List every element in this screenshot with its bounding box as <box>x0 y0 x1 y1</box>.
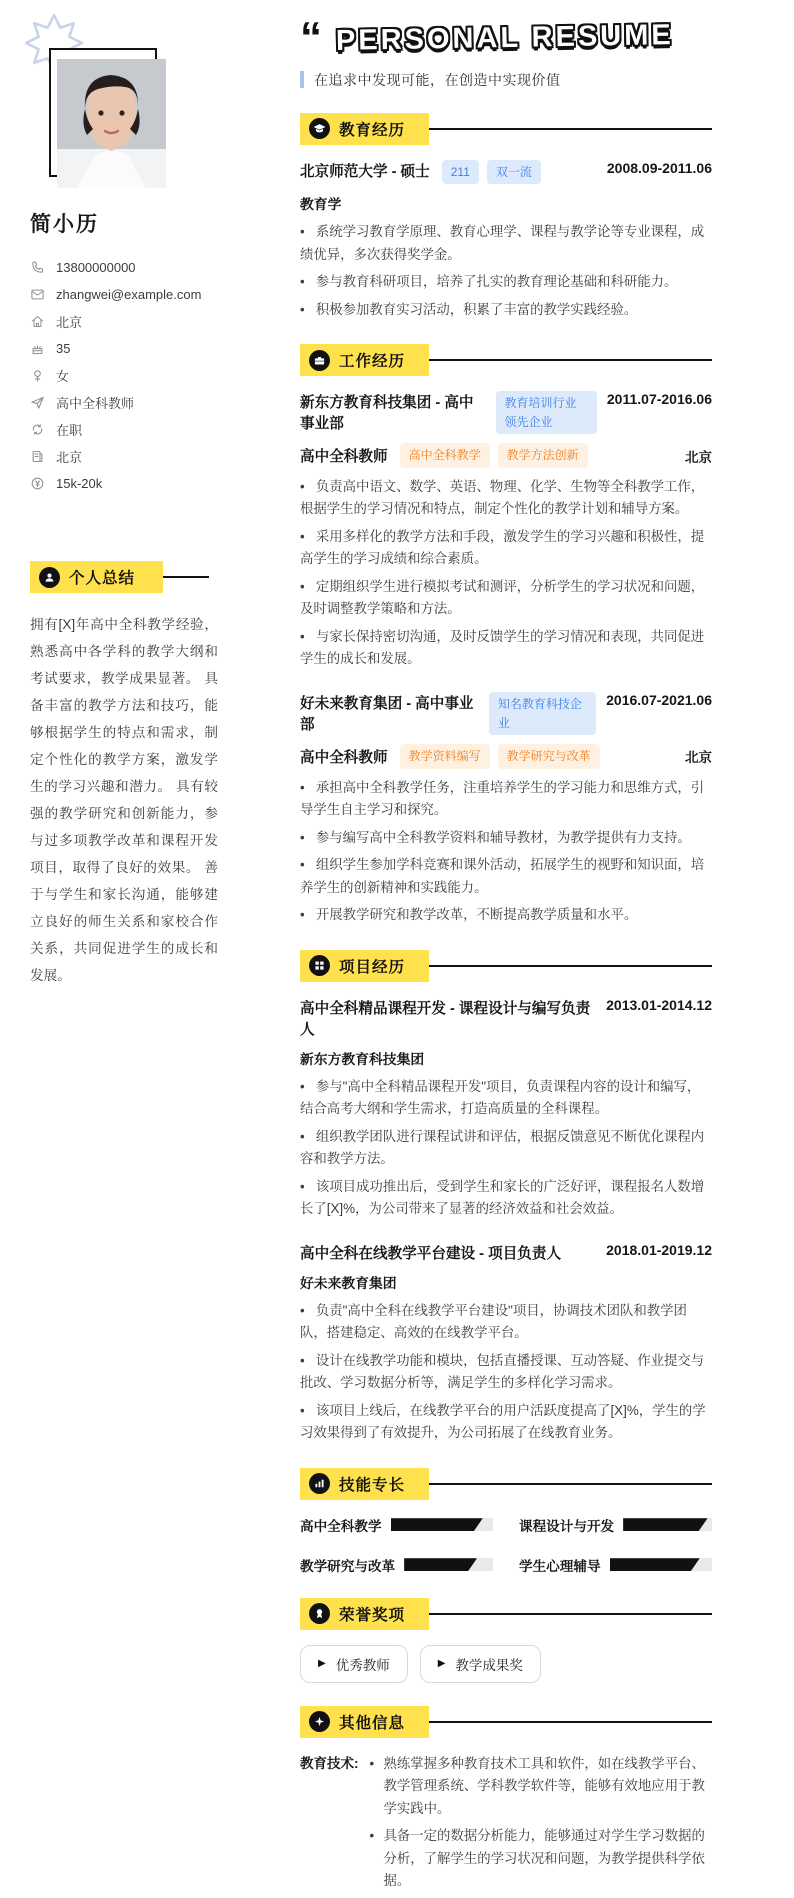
bullet-item: • 参与"高中全科精品课程开发"项目，负责课程内容的设计和编写，结合高考大纲和学生需求，打造高质量的全科课程。 <box>300 1076 712 1121</box>
skill-bar-track <box>610 1558 712 1571</box>
skill-item <box>300 1555 493 1575</box>
job-bullets <box>300 476 712 671</box>
contact-salary <box>30 470 264 497</box>
skills-section-header <box>300 1468 712 1500</box>
skill-label: 高中全科教学 <box>300 1518 382 1534</box>
honor-pill[interactable] <box>420 1645 541 1683</box>
summary-title: 个人总结 <box>69 570 136 587</box>
header-line <box>429 965 712 967</box>
other-section-header <box>300 1706 712 1738</box>
honor-list <box>300 1645 712 1683</box>
tag-badge: 教学研究与改革 <box>498 744 600 769</box>
sparkle-icon <box>309 1711 330 1732</box>
bullet-item: • 该项目成功推出后，受到学生和家长的广泛好评，课程报名人数增长了[X]%，为公司带来了显著的经济效益和社会效益。 <box>300 1176 712 1221</box>
job-entry-header <box>300 692 712 735</box>
work-title: 工作经历 <box>339 353 406 371</box>
contact-value: 高中全科教师 <box>56 396 135 411</box>
job-role: 高中全科教师 <box>300 749 388 766</box>
contact-value: 女 <box>56 369 70 384</box>
slogan-bar <box>300 71 304 88</box>
job-location: 北京 <box>685 750 712 766</box>
project-name: 高中全科在线教学平台建设 - 项目负责人 <box>300 1245 562 1262</box>
skill-label: 课程设计与开发 <box>519 1518 615 1534</box>
other-header-box <box>300 1706 429 1738</box>
project-date: 2018.01-2019.12 <box>606 1241 712 1258</box>
company-name: 好未来教育集团 - 高中事业部 <box>300 695 474 733</box>
job-role-row <box>300 443 712 468</box>
project-bullets <box>300 1076 712 1221</box>
bullet-item: • 设计在线教学功能和模块，包括直播授课、互动答疑、作业提交与批改、学习数据分析等，满足学生的多样化学习需求。 <box>300 1350 712 1395</box>
project-org: 好未来教育集团 <box>300 1275 397 1291</box>
education-entry-header <box>300 160 712 185</box>
honors-title: 荣誉奖项 <box>339 1606 406 1624</box>
project-name: 高中全科精品课程开发 - 课程设计与编写负责人 <box>300 1000 591 1038</box>
contact-value: 北京 <box>56 450 83 465</box>
play-icon: ▶ <box>318 1658 326 1670</box>
profile-photo <box>57 59 166 188</box>
contact-value: 13800000000 <box>56 260 136 275</box>
bullet-item: • 具备一定的数据分析能力，能够通过对学生学习数据的分析，了解学生的学习状况和问题，为教学提供科学依据。 <box>367 1825 713 1893</box>
summary-text: 拥有[X]年高中全科教学经验，熟悉高中各学科的教学大纲和考试要求，教学成果显著。 具备丰富的教学方法和技巧，能够根据学生的特点和需求，制定个性化的教学方案，激发学生的学习兴趣和潜力。 具有较强的教学研究和创新能力，参与过多项教学改革和课程开发项目，取得了良好的效果。 善于与学生和家长沟通，能够建立良好的师生关系和家校合作关系，共同促进学生的成长和发展。 <box>30 617 218 983</box>
slogan <box>300 70 712 90</box>
bullet-item: • 承担高中全科教学任务，注重培养学生的学习能力和思维方式，引导学生自主学习和探究。 <box>300 777 712 822</box>
tag-badge: 教学方法创新 <box>498 443 588 468</box>
contact-city <box>30 443 264 470</box>
role-tags <box>400 443 588 468</box>
bullet-item: • 开展教学研究和教学改革，不断提高教学质量和水平。 <box>300 904 712 927</box>
project-entry <box>300 997 712 1221</box>
project-bullets <box>300 1300 712 1445</box>
honor-pill[interactable] <box>300 1645 408 1683</box>
job-date: 2016.07-2021.06 <box>606 691 712 708</box>
header-line <box>429 1721 712 1723</box>
skills-title: 技能专长 <box>339 1476 406 1494</box>
home-icon <box>30 314 45 329</box>
contact-value: 35 <box>56 341 71 356</box>
status-icon <box>30 422 45 437</box>
job-entry <box>300 692 712 927</box>
bar-chart-icon <box>309 1473 330 1494</box>
bullet-item: • 组织学生参加学科竞赛和课外活动，拓展学生的视野和知识面，培养学生的创新精神和实践能力。 <box>300 854 712 899</box>
education-title: 教育经历 <box>339 121 406 139</box>
tag-badge: 高中全科教学 <box>400 443 490 468</box>
bullet-item: • 负责高中语文、数学、英语、物理、化学、生物等全科教学工作，根据学生的学习情况和特点，制定个性化的教学计划和辅导方案。 <box>300 476 712 521</box>
header-line <box>429 1483 712 1485</box>
work-section-header <box>300 344 712 376</box>
skills-grid <box>300 1515 712 1575</box>
header-line <box>163 576 209 578</box>
project-date: 2013.01-2014.12 <box>606 996 712 1013</box>
job-role: 高中全科教师 <box>300 449 388 466</box>
summary-header-box <box>30 561 163 593</box>
contact-value: 在职 <box>56 423 83 438</box>
summary-section-header <box>30 561 264 593</box>
bullet-item: • 负责"高中全科在线教学平台建设"项目，协调技术团队和教学团队，搭建稳定、高效的在线教学平台。 <box>300 1300 712 1345</box>
school-tags <box>442 160 541 185</box>
contact-email <box>30 281 264 308</box>
bullet-item: • 参与教育科研项目，培养了扎实的教育理论基础和科研能力。 <box>300 271 712 294</box>
education-section-header <box>300 113 712 145</box>
intention-icon <box>30 395 45 410</box>
skill-item <box>300 1515 493 1535</box>
other-label: 教育技术: <box>300 1755 359 1771</box>
tag-badge: 211 <box>442 160 479 185</box>
header-line <box>429 1613 712 1615</box>
bullet-item: • 采用多样化的教学方法和手段，激发学生的学习兴趣和积极性，提高学生的学习成绩和综合素质。 <box>300 526 712 571</box>
bullet-item: • 组织教学团队进行课程试讲和评估，根据反馈意见不断优化课程内容和教学方法。 <box>300 1126 712 1171</box>
tag-badge: 教育培训行业领先企业 <box>496 391 597 434</box>
tag-badge: 知名教育科技企业 <box>489 692 596 735</box>
other-title: 其他信息 <box>339 1714 406 1732</box>
resume-header <box>300 13 712 62</box>
contact-intention <box>30 389 264 416</box>
user-icon <box>39 567 60 588</box>
project-entry <box>300 1242 712 1445</box>
school-name: 北京师范大学 - 硕士 <box>300 163 430 180</box>
resume-title: PERSONAL RESUME <box>335 19 674 57</box>
education-bullets <box>300 221 712 321</box>
education-header-box <box>300 113 429 145</box>
city-icon <box>30 449 45 464</box>
projects-section-header <box>300 950 712 982</box>
education-date: 2008.09-2011.06 <box>606 159 712 176</box>
skill-bar-fill <box>391 1518 483 1531</box>
contact-gender <box>30 362 264 389</box>
person-name: 简小历 <box>30 213 99 236</box>
company-name: 新东方教育科技集团 - 高中事业部 <box>300 395 474 433</box>
tag-badge: 双一流 <box>487 160 541 185</box>
job-role-row <box>300 744 712 769</box>
medal-icon <box>309 1603 330 1624</box>
company-tags <box>496 391 597 434</box>
honor-label: 教学成果奖 <box>455 1657 523 1673</box>
bullet-item: • 系统学习教育学原理、教育心理学、课程与教学论等专业课程，成绩优异，多次获得奖学金。 <box>300 221 712 266</box>
contact-status <box>30 416 264 443</box>
company-tags <box>489 692 596 735</box>
skill-bar-fill <box>610 1558 700 1571</box>
projects-header-box <box>300 950 429 982</box>
skill-bar-track <box>404 1558 493 1571</box>
phone-icon <box>30 260 45 275</box>
job-bullets <box>300 777 712 927</box>
project-entry-header <box>300 1242 712 1263</box>
mail-icon <box>30 287 45 302</box>
graduation-cap-icon <box>309 118 330 139</box>
skill-item <box>519 1515 712 1535</box>
skill-bar-fill <box>623 1518 707 1531</box>
skills-header-box <box>300 1468 429 1500</box>
contact-location <box>30 308 264 335</box>
grid-icon <box>309 955 330 976</box>
briefcase-icon <box>309 350 330 371</box>
skill-label: 学生心理辅导 <box>519 1558 601 1574</box>
summary-section <box>30 561 264 989</box>
play-icon: ▶ <box>437 1658 446 1670</box>
job-date: 2011.07-2016.06 <box>606 391 712 408</box>
contact-list <box>30 254 264 497</box>
main-column <box>300 13 712 1898</box>
skill-bar-track <box>623 1518 712 1531</box>
role-tags <box>400 744 600 769</box>
job-entry-header <box>300 391 712 434</box>
header-line <box>429 359 712 361</box>
bullet-item: • 与家长保持密切沟通，及时反馈学生的学习情况和表现，共同促进学生的成长和发展。 <box>300 626 712 671</box>
project-org: 新东方教育科技集团 <box>300 1051 425 1067</box>
tag-badge: 教学资料编写 <box>400 744 490 769</box>
header-line <box>429 128 712 130</box>
bullet-item: • 该项目上线后，在线教学平台的用户活跃度提高了[X]%，学生的学习效果得到了有效提升，为公司拓展了在线教育业务。 <box>300 1400 712 1445</box>
projects-title: 项目经历 <box>339 958 406 976</box>
bullet-item: • 参与编写高中全科教学资料和辅导教材，为教学提供有力支持。 <box>300 827 712 850</box>
slogan-text: 在追求中发现可能，在创造中实现价值 <box>314 71 561 88</box>
work-header-box <box>300 344 429 376</box>
bullet-item: • 定期组织学生进行模拟考试和测评，分析学生的学习状况和问题，及时调整教学策略和方法。 <box>300 576 712 621</box>
sidebar <box>30 12 264 989</box>
skill-bar-track <box>391 1518 493 1531</box>
job-entry <box>300 391 712 671</box>
contact-value: 15k-20k <box>56 476 103 491</box>
contact-age <box>30 335 264 362</box>
contact-value: 北京 <box>56 315 83 330</box>
job-location: 北京 <box>685 449 712 465</box>
honors-section-header <box>300 1598 712 1630</box>
skill-bar-fill <box>404 1558 477 1571</box>
skill-label: 教学研究与改革 <box>300 1558 396 1574</box>
age-icon <box>30 341 45 356</box>
contact-value: zhangwei@example.com <box>56 287 202 302</box>
quote-icon: “ <box>300 13 322 62</box>
major-name: 教育学 <box>300 197 342 213</box>
other-bullets <box>367 1753 713 1898</box>
other-info <box>300 1753 712 1898</box>
gender-icon <box>30 368 45 383</box>
salary-icon <box>30 476 45 491</box>
project-entry-header <box>300 997 712 1039</box>
contact-phone <box>30 254 264 281</box>
bullet-item: • 积极参加教育实习活动，积累了丰富的教学实践经验。 <box>300 299 712 322</box>
photo-block <box>49 48 169 190</box>
skill-item <box>519 1555 712 1575</box>
education-entry <box>300 160 712 322</box>
honors-header-box <box>300 1598 429 1630</box>
bullet-item: • 熟练掌握多种教育技术工具和软件，如在线教学平台、教学管理系统、学科教学软件等，能够有效地应用于教学实践中。 <box>367 1753 713 1821</box>
honor-label: 优秀教师 <box>335 1657 390 1673</box>
